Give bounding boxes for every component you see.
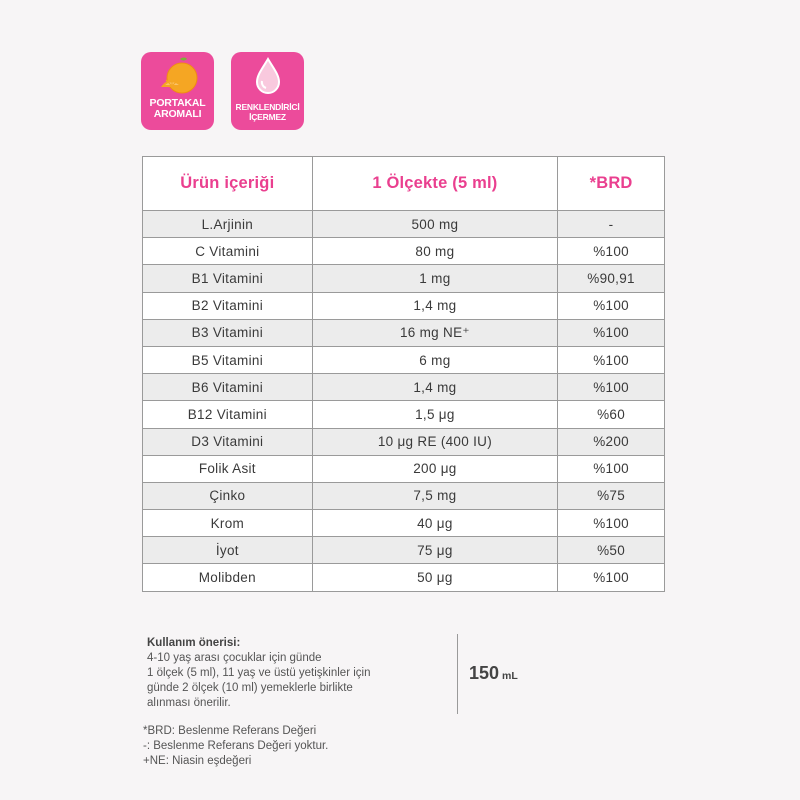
footnote: +NE: Niasin eşdeğeri [143, 755, 252, 767]
cell-brd: %200 [558, 428, 665, 455]
table-body [143, 211, 665, 592]
table-header-row [143, 157, 665, 211]
table-row [143, 510, 665, 537]
table-row [143, 319, 665, 346]
header-brd: *BRD [558, 157, 665, 211]
cell-amount: 1 mg [312, 265, 557, 292]
table-row [143, 374, 665, 401]
footnote: -: Beslenme Referans Değeri yoktur. [143, 740, 329, 752]
cell-ingredient: B3 Vitamini [143, 319, 313, 346]
usage-line: alınması önerilir. [147, 697, 231, 709]
cell-brd: %60 [558, 401, 665, 428]
cell-amount: 75 μg [312, 537, 557, 564]
usage-title: Kullanım önerisi: [147, 637, 241, 649]
volume-label [469, 663, 518, 684]
cell-brd: %90,91 [558, 265, 665, 292]
cell-brd: %100 [558, 564, 665, 591]
table-row [143, 238, 665, 265]
badge-group [141, 52, 304, 130]
cell-amount: 200 μg [312, 455, 557, 482]
cell-brd: %100 [558, 510, 665, 537]
cell-brd: %75 [558, 482, 665, 509]
cell-brd: %100 [558, 346, 665, 373]
cell-ingredient: D3 Vitamini [143, 428, 313, 455]
cell-amount: 1,4 mg [312, 292, 557, 319]
cell-ingredient: C Vitamini [143, 238, 313, 265]
table-row [143, 482, 665, 509]
cell-ingredient: B5 Vitamini [143, 346, 313, 373]
header-per-scoop: 1 Ölçekte (5 ml) [312, 157, 557, 211]
badge-label: PORTAKAL AROMALI [149, 97, 206, 120]
drop-icon [248, 56, 288, 96]
orange-icon [155, 56, 201, 96]
table-row [143, 564, 665, 591]
header-ingredient: Ürün içeriği [143, 157, 313, 211]
cell-brd: %100 [558, 238, 665, 265]
cell-amount: 16 mg NE⁺ [312, 319, 557, 346]
cell-brd: %100 [558, 319, 665, 346]
divider [457, 634, 458, 714]
cell-brd: %100 [558, 292, 665, 319]
cell-ingredient: B2 Vitamini [143, 292, 313, 319]
cell-ingredient: B12 Vitamini [143, 401, 313, 428]
table-row [143, 346, 665, 373]
table-row [143, 265, 665, 292]
cell-amount: 40 μg [312, 510, 557, 537]
cell-ingredient: L.Arjinin [143, 211, 313, 238]
cell-amount: 6 mg [312, 346, 557, 373]
table-row [143, 455, 665, 482]
cell-amount: 1,5 μg [312, 401, 557, 428]
no-colorant-badge [231, 52, 304, 130]
cell-ingredient: İyot [143, 537, 313, 564]
usage-line: 4-10 yaş arası çocuklar için günde [147, 652, 322, 664]
table-row [143, 292, 665, 319]
footnote: *BRD: Beslenme Referans Değeri [143, 725, 317, 737]
cell-ingredient: Krom [143, 510, 313, 537]
badge-label: RENKLENDİRİCİ İÇERMEZ [235, 102, 300, 122]
cell-ingredient: Folik Asit [143, 455, 313, 482]
cell-brd: - [558, 211, 665, 238]
usage-line: 1 ölçek (5 ml), 11 yaş ve üstü yetişkinler için [147, 667, 371, 679]
table-row [143, 211, 665, 238]
cell-brd: %50 [558, 537, 665, 564]
cell-ingredient: B6 Vitamini [143, 374, 313, 401]
usage-line: günde 2 ölçek (10 ml) yemeklerle birlikte [147, 682, 353, 694]
cell-ingredient: Molibden [143, 564, 313, 591]
cell-amount: 500 mg [312, 211, 557, 238]
cell-amount: 10 μg RE (400 IU) [312, 428, 557, 455]
nutrition-table [142, 156, 665, 592]
table-row [143, 401, 665, 428]
cell-amount: 80 mg [312, 238, 557, 265]
table-row [143, 428, 665, 455]
cell-brd: %100 [558, 374, 665, 401]
cell-amount: 7,5 mg [312, 482, 557, 509]
volume-number: 150 [469, 663, 500, 683]
usage-recommendation [147, 636, 437, 711]
cell-amount: 50 μg [312, 564, 557, 591]
cell-brd: %100 [558, 455, 665, 482]
volume-unit: mL [502, 670, 518, 682]
footnotes [143, 724, 328, 769]
cell-ingredient: B1 Vitamini [143, 265, 313, 292]
orange-flavor-badge [141, 52, 214, 130]
table-row [143, 537, 665, 564]
cell-ingredient: Çinko [143, 482, 313, 509]
cell-amount: 1,4 mg [312, 374, 557, 401]
